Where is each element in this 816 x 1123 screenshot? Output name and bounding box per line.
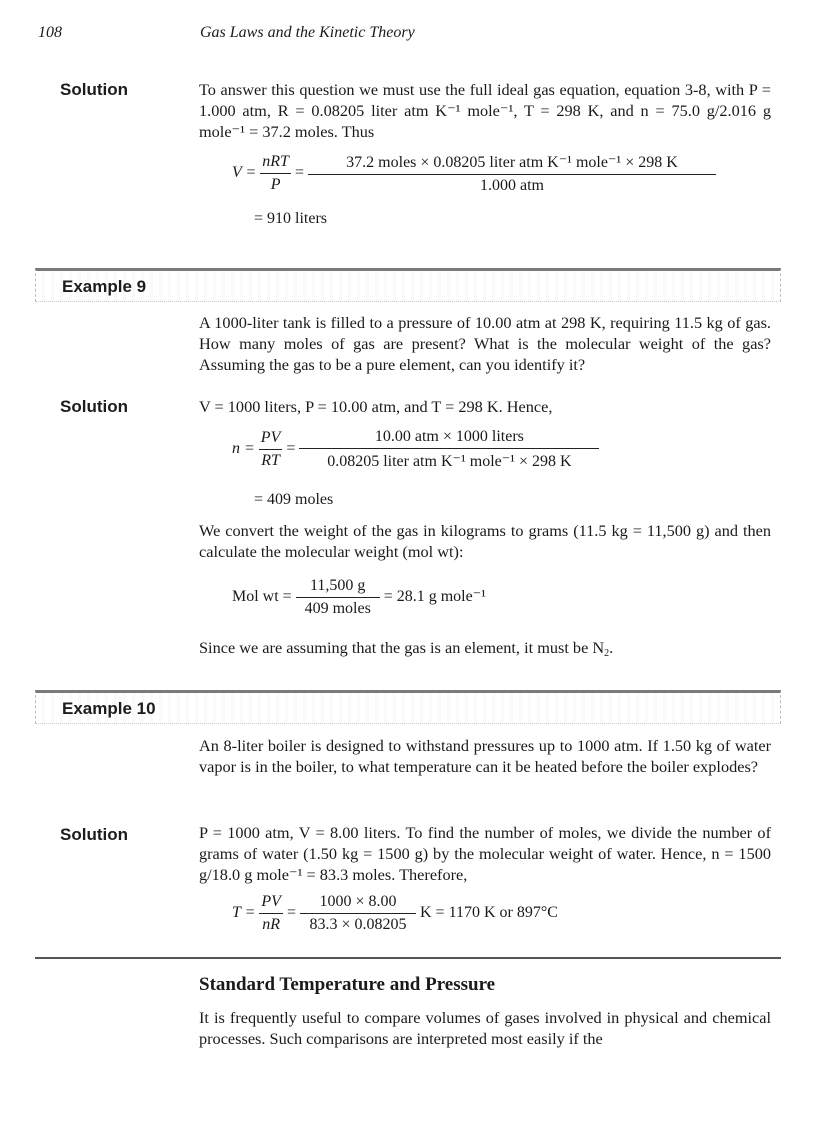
numerator: 10.00 atm × 1000 liters xyxy=(374,428,524,445)
example-10-solution-label: Solution xyxy=(60,825,128,844)
example-10-banner xyxy=(35,690,781,724)
solution-label-top: Solution xyxy=(60,80,128,99)
equation-temperature: T = $\frac{PV}{nR}$ = $\frac{1000 \times 8.00}{83.3 \times 0.08205}$ K = 1170 K or 897°C xyxy=(232,893,558,933)
example-10-label: Example 10 xyxy=(62,699,156,718)
fraction-temperature-values xyxy=(300,893,416,934)
solution-top-paragraph: To answer this question we must use the full ideal gas equation, equation 3-8, with P = 1.000 atm, R = 0.08205 liter atm K⁻¹ mole⁻¹, T = 298 K, and n = 75.0 g/2.016 g mole⁻¹ = 37.2 moles. Thus xyxy=(199,80,771,141)
section-paragraph: It is frequently useful to compare volumes of gases involved in physical and chemical processes. Such comparisons are interpreted most easily if the xyxy=(199,1008,771,1048)
numerator: 37.2 moles × 0.08205 liter atm K⁻¹ mole⁻¹ × 298 K xyxy=(346,154,678,171)
example-10-problem: An 8-liter boiler is designed to withstand pressures up to 1000 atm. If 1.50 kg of water vapor is in the boiler, to what temperature can it be heated before the boiler explodes? xyxy=(199,736,771,776)
denominator: 0.08205 liter atm K⁻¹ mole⁻¹ × 298 K xyxy=(299,448,599,471)
fraction-volume-values xyxy=(308,152,716,195)
conclusion-subscript: 2 xyxy=(604,648,610,659)
conclusion-period: . xyxy=(609,638,614,657)
numerator: 11,500 g xyxy=(310,577,366,594)
numerator: 1000 × 8.00 xyxy=(319,893,397,910)
fraction-pv-over-rt xyxy=(259,429,283,470)
example-9-problem: A 1000-liter tank is filled to a pressure of 10.00 atm at 298 K, requiring 11.5 kg of gas. How many moles of gas are present? What is the molecular weight of the gas? Assuming the gas to be a pure element, can you identify it? xyxy=(199,313,771,374)
fraction-pv-over-nr xyxy=(259,893,283,934)
page-number: 108 xyxy=(38,24,62,41)
numerator: PV xyxy=(260,429,281,446)
denominator: 409 moles xyxy=(296,597,380,618)
fraction-mol-wt xyxy=(296,577,380,618)
equation-volume-result: = 910 liters xyxy=(254,210,328,227)
equation-volume: V = $\frac{\text{nRT}}{P}$ = $\frac{\text{37.2 moles × 0.08205 liter atm K⁻¹ mole⁻¹ × 298 K}}{\text{1.000 atm}}$ xyxy=(232,152,716,195)
equation-mol-wt xyxy=(232,577,486,618)
section-heading: Standard Temperature and Pressure xyxy=(199,974,496,995)
example-9-label: Example 9 xyxy=(62,277,147,296)
denominator: 1.000 atm xyxy=(308,174,716,195)
example-10-solution-text: P = 1000 atm, V = 8.00 liters. To find the number of moles, we divide the number of grams of water (1.50 kg = 1500 g) by the molecular weight of water. Hence, n = 1500 g/18.0 g mole⁻¹ = 83.3 moles. Therefore, xyxy=(199,823,771,884)
conclusion-text: Since we are assuming that the gas is an element, it must be N xyxy=(199,638,605,657)
fraction-nrt-over-p xyxy=(260,153,291,194)
equation-moles: n = $\frac{PV}{RT}$ = $\frac{\text{10.00 atm × 1000 liters}}{\text{0.08205 liter atm K⁻¹ mole⁻¹ × 298 K}}$ xyxy=(232,428,599,471)
example-9-conclusion xyxy=(199,637,771,658)
example-9-banner xyxy=(35,268,781,302)
equation-moles-result: = 409 moles xyxy=(254,491,334,508)
eq-lhs: T = xyxy=(232,904,256,922)
eq-result: = 28.1 g mole⁻¹ xyxy=(383,588,486,606)
denominator: nR xyxy=(259,913,283,934)
numerator: PV xyxy=(261,893,281,910)
eq-lhs: n = xyxy=(232,440,255,458)
eq-result: K = 1170 K or 897°C xyxy=(419,904,558,922)
numerator: nRT xyxy=(262,153,289,170)
example-9-convert-text: We convert the weight of the gas in kilograms to grams (11.5 kg = 11,500 g) and then calculate the molecular weight (mol wt): xyxy=(199,521,771,561)
denominator: RT xyxy=(259,449,283,470)
denominator: 83.3 × 0.08205 xyxy=(300,913,416,934)
running-title: Gas Laws and the Kinetic Theory xyxy=(200,24,415,41)
eq-lhs: V = xyxy=(232,164,257,182)
fraction-moles-values xyxy=(299,428,599,471)
example-9-given: V = 1000 liters, P = 10.00 atm, and T = 298 K. Hence, xyxy=(199,397,553,416)
section-divider xyxy=(35,957,781,959)
eq-lhs: Mol wt = xyxy=(232,588,292,606)
example-9-solution-label: Solution xyxy=(60,397,128,416)
denominator: P xyxy=(260,173,291,194)
